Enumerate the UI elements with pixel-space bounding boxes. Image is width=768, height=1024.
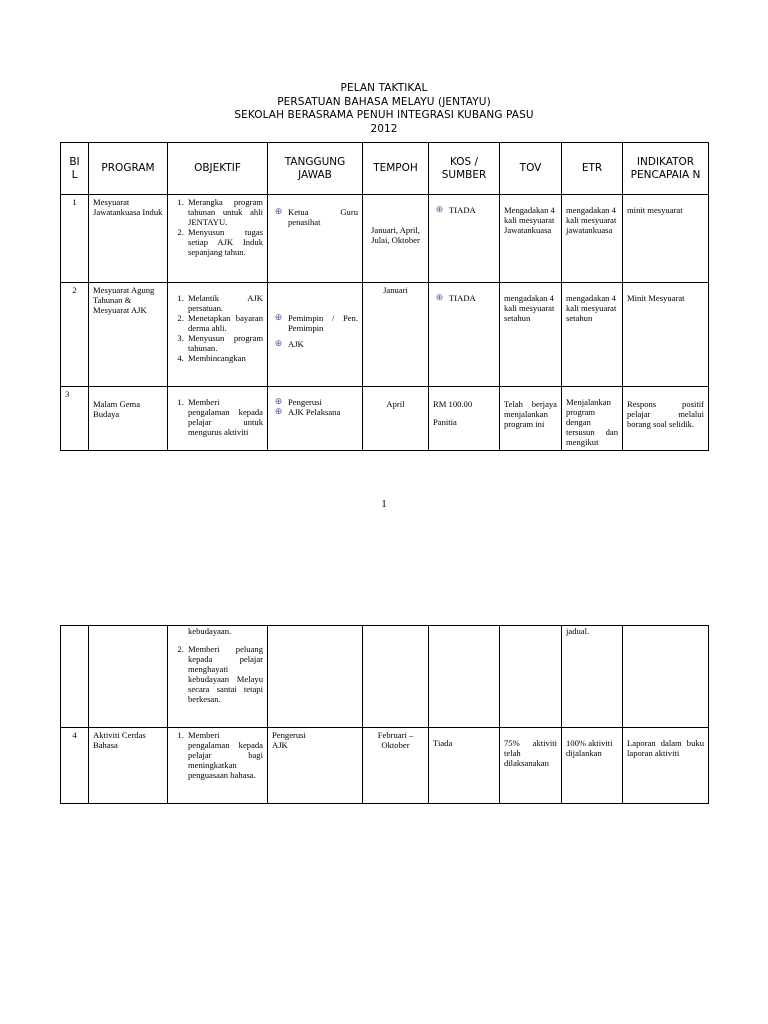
- table-header-row: [61, 143, 709, 195]
- cell-indikator: Minit Mesyuarat: [623, 283, 709, 387]
- plan-table-page-1: [60, 142, 709, 451]
- crosshair-circle-icon: ⊕: [274, 206, 283, 216]
- col-header-indikator: INDIKATOR PENCAPAIA N: [623, 143, 709, 195]
- tanggungjawab-line: AJK: [272, 740, 288, 750]
- cell-tempoh: [363, 626, 429, 728]
- table-row: [61, 387, 709, 451]
- crosshair-circle-icon: ⊕: [435, 204, 444, 214]
- cell-tov: mengadakan 4 kali mesyuarat setahun: [500, 283, 562, 387]
- document-heading: [0, 82, 768, 136]
- cell-objektif: [168, 626, 268, 728]
- cell-indikator: [623, 626, 709, 728]
- cell-tanggungjawab: [268, 195, 363, 283]
- table-row: [61, 728, 709, 804]
- cell-tanggungjawab: [268, 728, 363, 804]
- heading-year: 2012: [370, 122, 398, 135]
- col-header-tanggungjawab: TANGGUNG JAWAB: [268, 143, 363, 195]
- cell-tempoh: Februari – Oktober: [363, 728, 429, 804]
- cell-bil: 2: [61, 283, 89, 387]
- cell-tempoh: April: [363, 387, 429, 451]
- col-header-tempoh: TEMPOH: [363, 143, 429, 195]
- cell-tov: 75% aktiviti telah dilaksanakan: [500, 728, 562, 804]
- objektif-continuation: kebudayaan.: [188, 626, 232, 636]
- table-row-continued: [61, 626, 709, 728]
- cell-tanggungjawab: [268, 626, 363, 728]
- cell-indikator: minit mesyuarat: [623, 195, 709, 283]
- cell-program: Malam Gema Budaya: [89, 387, 168, 451]
- kos-source: Panitia: [433, 417, 457, 427]
- heading-association: PERSATUAN BAHASA MELAYU (JENTAYU): [277, 95, 491, 108]
- cell-etr: Menjalankan program dengan tersusun dan mengikut: [562, 387, 623, 451]
- cell-etr: 100% aktiviti dijalankan: [562, 728, 623, 804]
- crosshair-circle-icon: ⊕: [435, 292, 444, 302]
- objektif-item: 3. Menyusun program tahunan.: [186, 333, 263, 353]
- page-number: 1: [381, 498, 387, 510]
- col-header-kos: KOS / SUMBER: [429, 143, 500, 195]
- cell-tov: [500, 626, 562, 728]
- cell-objektif: [168, 728, 268, 804]
- objektif-item: 1. Memberi pengalaman kepada pelajar untuk mengurus aktiviti: [186, 397, 263, 437]
- objektif-item: 2. Menyusun tugas setiap AJK Induk sepanjang tahun.: [186, 227, 263, 257]
- cell-kos: [429, 387, 500, 451]
- objektif-item: 2. Menetapkan bayaran derma ahli.: [186, 313, 263, 333]
- cell-tanggungjawab: [268, 283, 363, 387]
- cell-bil: 4: [61, 728, 89, 804]
- cell-bil: [61, 626, 89, 728]
- cell-tempoh: Januari, April, Julai, Oktober: [363, 195, 429, 283]
- cell-bil: 1: [61, 195, 89, 283]
- cell-kos: [429, 195, 500, 283]
- cell-objektif: [168, 283, 268, 387]
- cell-indikator: Laporan dalam buku laporan aktiviti: [623, 728, 709, 804]
- objektif-item: 2. Memberi peluang kepada pelajar menghayati kebudayaan Melayu secara santai tetapi berkesan.: [186, 644, 263, 704]
- objektif-item: 1. Merangka program tahunan untuk ahli JENTAYU.: [186, 197, 263, 227]
- crosshair-circle-icon: ⊕: [274, 406, 283, 416]
- cell-bil: 3: [61, 387, 89, 451]
- cell-program: [89, 626, 168, 728]
- crosshair-circle-icon: ⊕: [274, 312, 283, 322]
- col-header-objektif: OBJEKTIF: [168, 143, 268, 195]
- crosshair-circle-icon: ⊕: [274, 338, 283, 348]
- table-row: [61, 283, 709, 387]
- cell-etr: jadual.: [562, 626, 623, 728]
- heading-title: PELAN TAKTIKAL: [340, 82, 428, 94]
- cell-tempoh: Januari: [363, 283, 429, 387]
- objektif-item: 1. Memberi pengalaman kepada pelajar bagi meningkatkan penguasaan bahasa.: [186, 730, 263, 780]
- plan-table-page-2: [60, 625, 709, 804]
- kos-amount: RM 100.00: [433, 399, 473, 409]
- cell-kos: [429, 626, 500, 728]
- cell-tov: Telah berjaya menjalankan program ini: [500, 387, 562, 451]
- tanggungjawab-item: ⊕ Pemimpin / Pen. Pemimpin: [274, 312, 358, 333]
- tanggungjawab-line: Pengerusi: [272, 730, 306, 740]
- heading-school: SEKOLAH BERASRAMA PENUH INTEGRASI KUBANG PASU: [234, 109, 534, 121]
- col-header-program: PROGRAM: [89, 143, 168, 195]
- cell-objektif: [168, 387, 268, 451]
- objektif-item: 4. Membincangkan: [186, 353, 263, 363]
- cell-etr: mengadakan 4 kali mesyuarat setahun: [562, 283, 623, 387]
- col-header-etr: ETR: [562, 143, 623, 195]
- cell-etr: mengadakan 4 kali mesyuarat jawatankuasa: [562, 195, 623, 283]
- crosshair-circle-icon: ⊕: [274, 396, 283, 406]
- kos-item: ⊕ TIADA: [435, 292, 476, 303]
- tanggungjawab-item: ⊕ Pengerusi: [274, 396, 322, 407]
- cell-indikator: Respons positif pelajar melalui borang soal selidik.: [623, 387, 709, 451]
- tanggungjawab-item: ⊕ AJK Pelaksana: [274, 406, 341, 417]
- tanggungjawab-item: ⊕ Ketua Guru penasihat: [274, 206, 358, 227]
- cell-tanggungjawab: [268, 387, 363, 451]
- cell-kos: Tiada: [429, 728, 500, 804]
- cell-program: Aktiviti Cerdas Bahasa: [89, 728, 168, 804]
- cell-tov: Mengadakan 4 kali mesyuarat Jawatankuasa: [500, 195, 562, 283]
- table-row: [61, 195, 709, 283]
- cell-kos: [429, 283, 500, 387]
- col-header-bil: BI L: [61, 143, 89, 195]
- cell-objektif: [168, 195, 268, 283]
- cell-program: Mesyuarat Agung Tahunan & Mesyuarat AJK: [89, 283, 168, 387]
- cell-program: Mesyuarat Jawatankuasa Induk: [89, 195, 168, 283]
- col-header-tov: TOV: [500, 143, 562, 195]
- objektif-item: 1. Melantik AJK persatuan.: [186, 293, 263, 313]
- tanggungjawab-item: ⊕ AJK: [274, 338, 304, 349]
- kos-item: ⊕ TIADA: [435, 204, 476, 215]
